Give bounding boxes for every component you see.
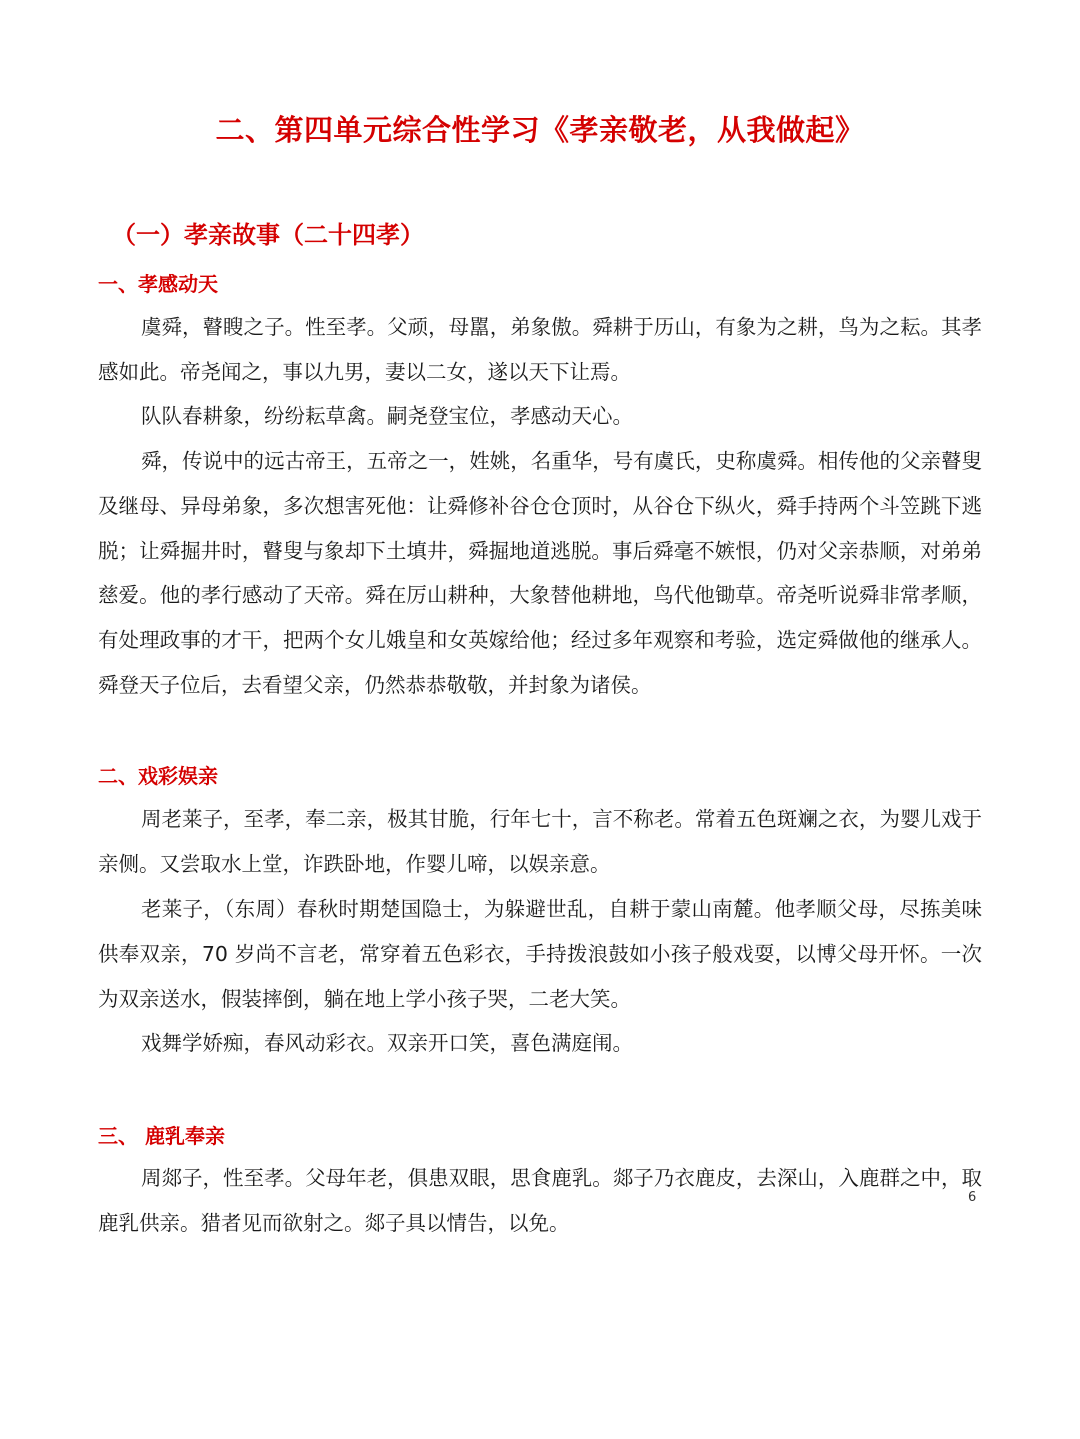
story-2-paragraph-3: 戏舞学娇痴，春风动彩衣。双亲开口笑，喜色满庭闱。	[141, 1031, 633, 1055]
story-heading-2: 二、戏彩娱亲	[98, 764, 218, 788]
document-title: 二、第四单元综合性学习《孝亲敬老，从我做起》	[215, 113, 865, 147]
story-heading-3: 三、 鹿乳奉亲	[98, 1124, 225, 1148]
story-1-paragraph-3: 舜，传说中的远古帝王，五帝之一，姓姚，名重华，号有虞氏，史称虞舜。相传他的父亲瞽叟及继母、异母弟象，多次想害死他：让舜修补谷仓仓顶时，从谷仓下纵火，舜手持两个斗笠跳下逃脱；让舜掘井时，瞽叟与象却下土填井，舜掘地道逃脱。事后舜毫不嫉恨，仍对父亲恭顺，对弟弟慈爱。他的孝行感动了天帝。舜在厉山耕种，大象替他耕地，鸟代他锄草。帝尧听说舜非常孝顺，有处理政事的才干，把两个女儿娥皇和女英嫁给他；经过多年观察和考验，选定舜做他的继承人。舜登天子位后，去看望父亲，仍然恭恭敬敬，并封象为诸侯。	[98, 449, 982, 697]
section-title: （一）孝亲故事（二十四孝）	[112, 221, 424, 249]
story-1-paragraph-2: 队队春耕象，纷纷耘草禽。嗣尧登宝位，孝感动天心。	[141, 404, 633, 428]
page-number: 6	[968, 1190, 977, 1205]
story-2-paragraph-2: 老莱子，（东周）春秋时期楚国隐士，为躲避世乱，自耕于蒙山南麓。他孝顺父母，尽拣美味供奉双亲，70 岁尚不言老，常穿着五色彩衣，手持拨浪鼓如小孩子般戏耍，以博父母开怀。一次为双亲送水，假装摔倒，躺在地上学小孩子哭，二老大笑。	[98, 897, 982, 1011]
story-3-paragraph-1: 周郯子，性至孝。父母年老，俱患双眼，思食鹿乳。郯子乃衣鹿皮，去深山，入鹿群之中，取鹿乳供亲。猎者见而欲射之。郯子具以情告，以免。	[98, 1166, 982, 1235]
story-heading-1: 一、孝感动天	[98, 272, 218, 296]
story-2-paragraph-1: 周老莱子，至孝，奉二亲，极其甘脆，行年七十，言不称老。常着五色斑斓之衣，为婴儿戏于亲侧。又尝取水上堂，诈跌卧地，作婴儿啼，以娱亲意。	[98, 807, 982, 876]
story-1-paragraph-1: 虞舜，瞽瞍之子。性至孝。父顽，母嚚，弟象傲。舜耕于历山，有象为之耕，鸟为之耘。其孝感如此。帝尧闻之，事以九男，妻以二女，遂以天下让焉。	[98, 315, 982, 384]
